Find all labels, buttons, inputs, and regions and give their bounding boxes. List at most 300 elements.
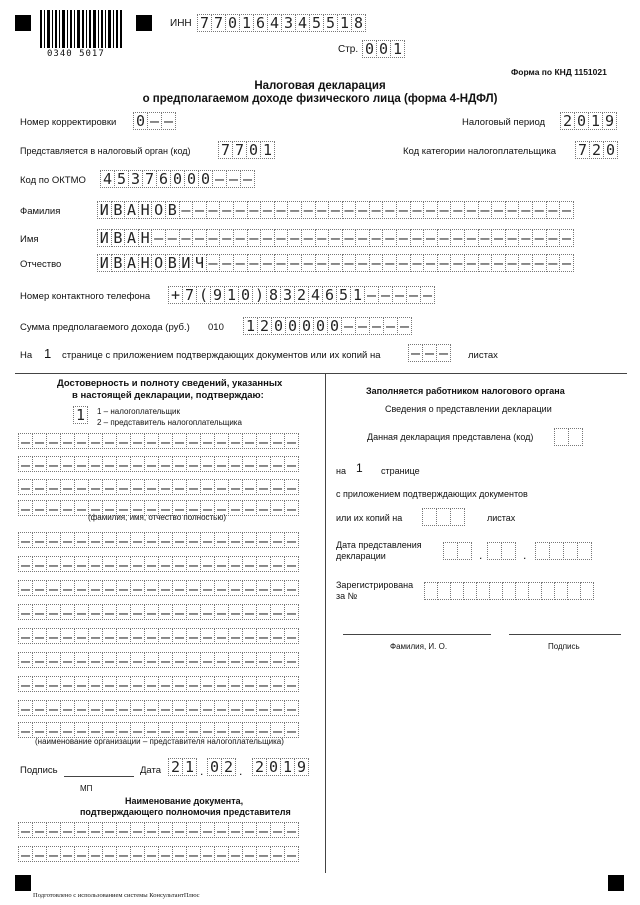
char-cell[interactable]: 2 (257, 317, 272, 335)
char-cell[interactable]: – (242, 846, 257, 862)
char-cell[interactable]: – (186, 532, 201, 548)
char-cell[interactable]: – (102, 822, 117, 838)
char-cell[interactable] (422, 508, 437, 526)
char-cell[interactable]: 0 (246, 141, 261, 159)
char-cell[interactable]: – (242, 652, 257, 668)
char-cell[interactable]: – (270, 604, 285, 620)
char-cell[interactable]: – (423, 229, 438, 247)
char-cell[interactable]: – (214, 628, 229, 644)
char-cell[interactable]: – (450, 229, 465, 247)
char-cell[interactable]: – (369, 201, 384, 219)
char-cell[interactable]: – (256, 580, 271, 596)
char-cell[interactable]: 3 (280, 286, 295, 304)
char-cell[interactable]: – (74, 722, 89, 738)
char-cell[interactable]: – (60, 500, 75, 516)
char-cell[interactable]: – (242, 676, 257, 692)
char-cell[interactable]: – (260, 229, 275, 247)
char-cell[interactable]: – (116, 846, 131, 862)
officer-date-day[interactable] (443, 542, 471, 560)
char-cell[interactable]: – (158, 722, 173, 738)
char-cell[interactable]: – (116, 580, 131, 596)
char-cell[interactable]: – (206, 254, 221, 272)
name-field[interactable] (97, 229, 573, 247)
char-cell[interactable]: В (111, 254, 126, 272)
char-cell[interactable]: – (284, 556, 299, 572)
char-cell[interactable]: – (464, 229, 479, 247)
char-cell[interactable]: – (60, 722, 75, 738)
char-cell[interactable]: – (518, 229, 533, 247)
char-cell[interactable]: – (158, 700, 173, 716)
char-cell[interactable]: – (247, 201, 262, 219)
empty-char-row[interactable] (18, 700, 298, 716)
char-cell[interactable]: И (97, 229, 112, 247)
char-cell[interactable]: – (144, 722, 159, 738)
char-cell[interactable]: – (151, 229, 166, 247)
char-cell[interactable]: – (172, 722, 187, 738)
char-cell[interactable]: – (270, 433, 285, 449)
char-cell[interactable]: – (116, 456, 131, 472)
char-cell[interactable]: – (396, 229, 411, 247)
char-cell[interactable]: – (158, 604, 173, 620)
char-cell[interactable]: – (130, 822, 145, 838)
char-cell[interactable]: – (341, 317, 356, 335)
char-cell[interactable]: – (102, 456, 117, 472)
char-cell[interactable]: – (214, 433, 229, 449)
char-cell[interactable]: – (18, 532, 33, 548)
char-cell[interactable]: – (342, 254, 357, 272)
char-cell[interactable]: – (46, 532, 61, 548)
char-cell[interactable]: – (102, 700, 117, 716)
char-cell[interactable]: – (186, 628, 201, 644)
char-cell[interactable]: – (256, 604, 271, 620)
char-cell[interactable]: – (284, 456, 299, 472)
char-cell[interactable]: – (18, 556, 33, 572)
char-cell[interactable]: 0 (603, 141, 618, 159)
char-cell[interactable]: – (437, 201, 452, 219)
char-cell[interactable]: – (18, 652, 33, 668)
char-cell[interactable]: – (228, 500, 243, 516)
char-cell[interactable]: – (88, 822, 103, 838)
char-cell[interactable]: – (450, 201, 465, 219)
char-cell[interactable]: – (342, 201, 357, 219)
empty-char-row[interactable] (18, 722, 298, 738)
char-cell[interactable]: – (200, 556, 215, 572)
char-cell[interactable]: – (74, 700, 89, 716)
char-cell[interactable]: – (130, 500, 145, 516)
empty-char-row[interactable] (18, 652, 298, 668)
char-cell[interactable]: – (74, 479, 89, 495)
char-cell[interactable]: – (179, 229, 194, 247)
char-cell[interactable]: 7 (182, 286, 197, 304)
char-cell[interactable]: – (144, 628, 159, 644)
char-cell[interactable] (476, 582, 490, 600)
char-cell[interactable]: – (88, 604, 103, 620)
char-cell[interactable]: – (172, 433, 187, 449)
char-cell[interactable]: – (423, 201, 438, 219)
char-cell[interactable]: – (546, 229, 561, 247)
char-cell[interactable]: О (151, 201, 166, 219)
char-cell[interactable]: – (60, 652, 75, 668)
char-cell[interactable]: – (130, 676, 145, 692)
officer-date-year[interactable] (535, 542, 591, 560)
char-cell[interactable]: 1 (588, 112, 603, 130)
char-cell[interactable]: – (270, 479, 285, 495)
char-cell[interactable]: – (270, 846, 285, 862)
char-cell[interactable]: – (396, 201, 411, 219)
char-cell[interactable] (549, 542, 564, 560)
char-cell[interactable]: – (158, 846, 173, 862)
char-cell[interactable] (450, 582, 464, 600)
inn-field[interactable] (197, 14, 365, 32)
char-cell[interactable]: – (284, 479, 299, 495)
char-cell[interactable]: – (242, 628, 257, 644)
char-cell[interactable]: – (382, 229, 397, 247)
char-cell[interactable]: – (355, 229, 370, 247)
char-cell[interactable]: – (74, 433, 89, 449)
char-cell[interactable]: – (382, 254, 397, 272)
char-cell[interactable]: – (408, 344, 423, 362)
char-cell[interactable]: – (116, 433, 131, 449)
char-cell[interactable]: – (158, 580, 173, 596)
char-cell[interactable]: 9 (602, 112, 617, 130)
char-cell[interactable]: – (88, 532, 103, 548)
char-cell[interactable] (577, 542, 592, 560)
char-cell[interactable]: – (214, 652, 229, 668)
officer-sign-line[interactable] (509, 634, 621, 635)
char-cell[interactable]: – (228, 628, 243, 644)
char-cell[interactable]: – (74, 676, 89, 692)
char-cell[interactable]: – (270, 628, 285, 644)
char-cell[interactable]: – (32, 628, 47, 644)
char-cell[interactable]: – (437, 229, 452, 247)
char-cell[interactable]: – (532, 254, 547, 272)
char-cell[interactable]: 9 (294, 758, 309, 776)
char-cell[interactable]: – (200, 846, 215, 862)
char-cell[interactable]: – (88, 652, 103, 668)
char-cell[interactable]: – (228, 456, 243, 472)
char-cell[interactable]: 1 (239, 14, 254, 32)
char-cell[interactable]: – (144, 500, 159, 516)
char-cell[interactable]: – (233, 201, 248, 219)
char-cell[interactable]: – (46, 479, 61, 495)
char-cell[interactable]: – (328, 254, 343, 272)
char-cell[interactable]: – (88, 479, 103, 495)
char-cell[interactable]: – (116, 700, 131, 716)
char-cell[interactable]: – (382, 201, 397, 219)
char-cell[interactable]: – (206, 229, 221, 247)
char-cell[interactable]: – (200, 604, 215, 620)
char-cell[interactable]: – (256, 700, 271, 716)
char-cell[interactable]: – (287, 254, 302, 272)
char-cell[interactable]: – (200, 700, 215, 716)
char-cell[interactable] (436, 508, 451, 526)
char-cell[interactable]: – (144, 456, 159, 472)
char-cell[interactable]: – (116, 479, 131, 495)
char-cell[interactable]: – (130, 846, 145, 862)
char-cell[interactable]: Н (138, 254, 153, 272)
char-cell[interactable]: – (410, 254, 425, 272)
date-year-field[interactable] (252, 758, 308, 776)
registration-number-field[interactable] (424, 582, 593, 600)
char-cell[interactable] (437, 582, 451, 600)
char-cell[interactable]: – (144, 532, 159, 548)
char-cell[interactable]: – (46, 604, 61, 620)
correction-field[interactable] (133, 112, 175, 130)
char-cell[interactable]: – (88, 556, 103, 572)
char-cell[interactable]: Н (138, 229, 153, 247)
char-cell[interactable]: 3 (281, 14, 296, 32)
char-cell[interactable]: – (74, 652, 89, 668)
char-cell[interactable]: – (186, 456, 201, 472)
char-cell[interactable]: – (60, 479, 75, 495)
char-cell[interactable]: – (242, 822, 257, 838)
char-cell[interactable]: И (179, 254, 194, 272)
char-cell[interactable]: – (406, 286, 421, 304)
char-cell[interactable]: – (214, 500, 229, 516)
char-cell[interactable]: – (144, 700, 159, 716)
empty-char-row[interactable] (18, 580, 298, 596)
empty-char-row[interactable] (18, 846, 298, 862)
char-cell[interactable]: – (74, 500, 89, 516)
char-cell[interactable]: – (161, 112, 176, 130)
char-cell[interactable]: – (270, 652, 285, 668)
char-cell[interactable]: – (102, 628, 117, 644)
char-cell[interactable]: – (284, 846, 299, 862)
char-cell[interactable]: – (32, 700, 47, 716)
char-cell[interactable]: – (478, 254, 493, 272)
char-cell[interactable]: – (315, 254, 330, 272)
char-cell[interactable]: – (270, 500, 285, 516)
char-cell[interactable]: – (32, 500, 47, 516)
char-cell[interactable]: – (228, 652, 243, 668)
char-cell[interactable]: – (60, 532, 75, 548)
char-cell[interactable] (541, 582, 555, 600)
char-cell[interactable]: – (247, 254, 262, 272)
char-cell[interactable] (501, 542, 516, 560)
docs-sheets-field[interactable] (408, 344, 450, 362)
empty-char-row[interactable] (18, 433, 298, 449)
char-cell[interactable]: А (124, 254, 139, 272)
char-cell[interactable]: 1 (280, 758, 295, 776)
char-cell[interactable]: 0 (299, 317, 314, 335)
char-cell[interactable]: – (200, 532, 215, 548)
char-cell[interactable]: ) (252, 286, 267, 304)
char-cell[interactable]: – (396, 254, 411, 272)
char-cell[interactable]: – (46, 556, 61, 572)
char-cell[interactable]: – (270, 676, 285, 692)
char-cell[interactable]: – (32, 456, 47, 472)
char-cell[interactable]: – (284, 604, 299, 620)
char-cell[interactable]: – (88, 846, 103, 862)
char-cell[interactable]: – (144, 433, 159, 449)
char-cell[interactable]: – (18, 456, 33, 472)
char-cell[interactable]: – (158, 500, 173, 516)
char-cell[interactable]: – (369, 229, 384, 247)
char-cell[interactable]: – (46, 846, 61, 862)
char-cell[interactable]: – (32, 556, 47, 572)
char-cell[interactable]: – (32, 676, 47, 692)
char-cell[interactable]: – (301, 254, 316, 272)
char-cell[interactable]: 0 (574, 112, 589, 130)
char-cell[interactable]: – (46, 628, 61, 644)
char-cell[interactable]: – (518, 254, 533, 272)
char-cell[interactable]: – (130, 652, 145, 668)
char-cell[interactable]: 0 (225, 14, 240, 32)
char-cell[interactable]: – (423, 254, 438, 272)
char-cell[interactable]: В (165, 254, 180, 272)
char-cell[interactable]: – (144, 676, 159, 692)
char-cell[interactable]: – (172, 822, 187, 838)
char-cell[interactable]: – (88, 433, 103, 449)
char-cell[interactable]: Н (138, 201, 153, 219)
char-cell[interactable]: – (144, 556, 159, 572)
char-cell[interactable]: – (559, 254, 574, 272)
empty-char-row[interactable] (18, 532, 298, 548)
char-cell[interactable]: – (200, 500, 215, 516)
char-cell[interactable] (554, 428, 569, 446)
char-cell[interactable]: – (88, 700, 103, 716)
char-cell[interactable]: – (256, 722, 271, 738)
char-cell[interactable]: 5 (309, 14, 324, 32)
char-cell[interactable]: – (256, 676, 271, 692)
char-cell[interactable]: – (328, 229, 343, 247)
officer-date-month[interactable] (487, 542, 515, 560)
char-cell[interactable]: – (144, 479, 159, 495)
char-cell[interactable]: – (88, 580, 103, 596)
char-cell[interactable]: 1 (260, 141, 275, 159)
char-cell[interactable]: – (242, 700, 257, 716)
char-cell[interactable]: – (74, 628, 89, 644)
char-cell[interactable]: – (102, 433, 117, 449)
char-cell[interactable]: – (436, 344, 451, 362)
char-cell[interactable]: – (505, 254, 520, 272)
char-cell[interactable]: – (256, 433, 271, 449)
char-cell[interactable]: – (130, 556, 145, 572)
char-cell[interactable]: – (284, 580, 299, 596)
char-cell[interactable]: 4 (308, 286, 323, 304)
char-cell[interactable]: 0 (198, 170, 213, 188)
char-cell[interactable]: – (491, 254, 506, 272)
char-cell[interactable]: – (437, 254, 452, 272)
char-cell[interactable]: – (172, 846, 187, 862)
char-cell[interactable]: – (242, 556, 257, 572)
char-cell[interactable] (457, 542, 472, 560)
char-cell[interactable]: И (97, 254, 112, 272)
char-cell[interactable]: – (158, 456, 173, 472)
char-cell[interactable]: – (355, 201, 370, 219)
char-cell[interactable]: – (284, 628, 299, 644)
char-cell[interactable]: 1 (224, 286, 239, 304)
char-cell[interactable]: – (532, 229, 547, 247)
char-cell[interactable]: – (102, 532, 117, 548)
char-cell[interactable]: 1 (243, 317, 258, 335)
officer-sheets-field[interactable] (422, 508, 464, 526)
empty-char-row[interactable] (18, 604, 298, 620)
char-cell[interactable]: – (172, 556, 187, 572)
char-cell[interactable]: 0 (376, 40, 391, 58)
char-cell[interactable]: – (18, 700, 33, 716)
char-cell[interactable]: – (60, 846, 75, 862)
char-cell[interactable] (554, 582, 568, 600)
char-cell[interactable]: – (233, 229, 248, 247)
page-number-field[interactable] (362, 40, 404, 58)
char-cell[interactable]: – (186, 676, 201, 692)
char-cell[interactable]: – (284, 532, 299, 548)
char-cell[interactable]: – (32, 604, 47, 620)
char-cell[interactable]: – (102, 652, 117, 668)
char-cell[interactable]: – (491, 229, 506, 247)
income-field[interactable] (243, 317, 411, 335)
char-cell[interactable]: В (111, 229, 126, 247)
char-cell[interactable]: – (32, 433, 47, 449)
char-cell[interactable]: 7 (142, 170, 157, 188)
char-cell[interactable]: – (270, 822, 285, 838)
char-cell[interactable]: 7 (232, 141, 247, 159)
char-cell[interactable]: – (214, 822, 229, 838)
char-cell[interactable]: – (228, 532, 243, 548)
char-cell[interactable]: 0 (238, 286, 253, 304)
char-cell[interactable]: – (328, 201, 343, 219)
char-cell[interactable]: – (200, 722, 215, 738)
char-cell[interactable]: – (18, 822, 33, 838)
char-cell[interactable]: – (228, 479, 243, 495)
char-cell[interactable]: А (124, 229, 139, 247)
char-cell[interactable]: 7 (211, 14, 226, 32)
char-cell[interactable]: – (228, 580, 243, 596)
char-cell[interactable] (463, 582, 477, 600)
char-cell[interactable]: 5 (114, 170, 129, 188)
patronymic-field[interactable] (97, 254, 573, 272)
empty-char-row[interactable] (18, 628, 298, 644)
char-cell[interactable]: 0 (266, 758, 281, 776)
char-cell[interactable]: – (186, 433, 201, 449)
char-cell[interactable]: – (256, 822, 271, 838)
char-cell[interactable]: – (172, 700, 187, 716)
char-cell[interactable]: – (260, 201, 275, 219)
empty-char-row[interactable] (18, 556, 298, 572)
char-cell[interactable]: – (242, 532, 257, 548)
char-cell[interactable]: – (200, 433, 215, 449)
char-cell[interactable]: – (18, 676, 33, 692)
char-cell[interactable]: – (116, 556, 131, 572)
char-cell[interactable]: 1 (337, 14, 352, 32)
empty-char-row[interactable] (18, 676, 298, 692)
char-cell[interactable]: – (228, 722, 243, 738)
char-cell[interactable]: – (270, 532, 285, 548)
char-cell[interactable]: – (284, 722, 299, 738)
char-cell[interactable]: – (32, 846, 47, 862)
char-cell[interactable]: – (256, 846, 271, 862)
char-cell[interactable]: – (284, 500, 299, 516)
char-cell[interactable] (568, 428, 583, 446)
char-cell[interactable]: – (172, 676, 187, 692)
char-cell[interactable]: – (18, 846, 33, 862)
char-cell[interactable]: – (242, 604, 257, 620)
char-cell[interactable]: – (422, 344, 437, 362)
char-cell[interactable]: 2 (168, 758, 183, 776)
char-cell[interactable]: – (214, 479, 229, 495)
char-cell[interactable]: – (144, 822, 159, 838)
char-cell[interactable]: – (192, 201, 207, 219)
char-cell[interactable]: 0 (327, 317, 342, 335)
char-cell[interactable]: – (60, 556, 75, 572)
char-cell[interactable]: – (214, 532, 229, 548)
char-cell[interactable]: – (186, 500, 201, 516)
char-cell[interactable]: – (287, 201, 302, 219)
char-cell[interactable]: – (130, 628, 145, 644)
char-cell[interactable]: – (559, 201, 574, 219)
char-cell[interactable] (487, 542, 502, 560)
